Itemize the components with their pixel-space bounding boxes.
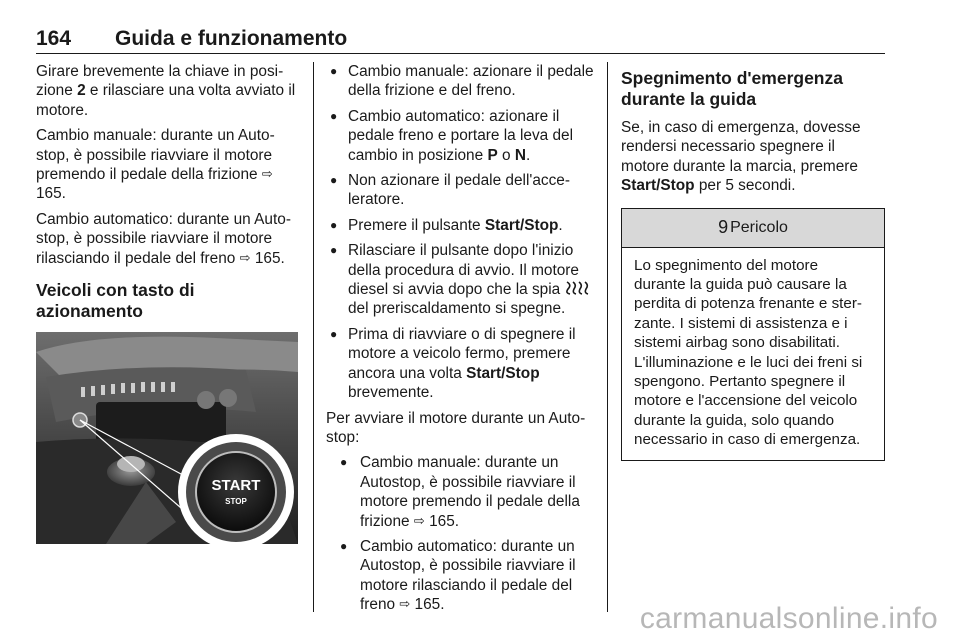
danger-title: Pericolo	[730, 218, 788, 236]
list-item: ● Rilasciare il pulsante dopo l'inizio della procedura di avvio. Il motore diesel si avvia dopo che la spia del preriscaldamento si spegne.	[326, 241, 594, 319]
paragraph: L'illuminazione e le luci dei freni si spengono. Pertanto spegnere il motore e l'accensione del veicolo durante la guida, solo quando necessario in caso di emergenza.	[634, 353, 863, 449]
column-divider	[607, 62, 608, 612]
list-item: ● Prima di riavviare o di spegnere il motore a veicolo fermo, premere ancora una volta Start/Stop brevemente.	[326, 325, 594, 403]
warning-triangle-icon: 9	[718, 216, 729, 237]
danger-box	[621, 208, 885, 461]
page-ref-link[interactable]: 165.	[36, 185, 66, 203]
section-heading: Spegnimento d'emergenza durante la guida	[621, 68, 843, 109]
page-ref-link[interactable]: 165.	[429, 512, 460, 530]
paragraph: Se, in caso di emergenza, dovesse rendersi necessario spegnere il motore durante la marcia, premere Start/Stop per 5 secondi.	[621, 119, 861, 195]
watermark: carmanualsonline.info	[639, 602, 938, 635]
page-header	[36, 27, 885, 54]
stop-label: STOP	[225, 497, 247, 507]
list-item: ● Premere il pulsante Start/Stop.	[326, 216, 594, 235]
paragraph: Per avviare il motore durante un Auto-stop:	[326, 409, 586, 446]
steps-list	[326, 62, 594, 403]
paragraph: Girare brevemente la chiave in posi-zione 2 e rilasciare una volta avviato il motore.	[36, 63, 296, 119]
autostop-list	[326, 453, 594, 614]
list-item: ● Cambio automatico: azionare il pedale freno e portare la leva del cambio in posizione P o N.	[326, 107, 594, 165]
danger-header	[622, 209, 884, 248]
list-item: ● Non azionare il pedale dell'acce-leratore.	[326, 171, 594, 210]
column-right	[621, 62, 885, 461]
section-heading: Veicoli con tasto di azionamento	[36, 280, 195, 322]
column-left	[36, 62, 298, 544]
page-ref-link[interactable]: 165.	[414, 596, 445, 614]
dashboard-illustration	[36, 332, 298, 544]
column-divider	[313, 62, 314, 612]
danger-body	[622, 248, 884, 460]
page-ref-icon[interactable]: ⇨	[261, 166, 273, 182]
chapter-title: Guida e funzionamento	[115, 27, 348, 50]
page-ref-icon[interactable]: ⇨	[413, 512, 425, 528]
paragraph: Cambio automatico: durante un Auto-stop, è possibile riavviare il motore rilasciando il pedale del freno ⇨ 165.	[36, 210, 291, 267]
start-stop-button-photo	[36, 332, 298, 544]
list-item: ● Cambio automatico: durante un Autostop, è possibile riavviare il motore rilasciando il pedale del freno ⇨ 165.	[326, 537, 594, 615]
list-item: ● Cambio manuale: durante un Autostop, è possibile riavviare il motore premendo il pedale della frizione ⇨ 165.	[326, 453, 594, 531]
preheat-indicator-icon	[564, 281, 590, 298]
column-middle	[326, 62, 594, 621]
paragraph: Cambio manuale: durante un Auto-stop, è possibile riavviare il motore premendo il pedale della frizione ⇨ 165.	[36, 127, 275, 203]
paragraph: Lo spegnimento del motore durante la guida può causare la perdita di potenza frenante e ster-zante. I sistemi di assistenza e i sistemi airbag sono disabilitati.	[634, 256, 862, 352]
page-ref-icon[interactable]: ⇨	[399, 596, 411, 612]
page-number: 164	[36, 27, 72, 50]
start-label: START	[211, 477, 261, 495]
page-ref-link[interactable]: 165.	[254, 249, 285, 267]
list-item: ● Cambio manuale: azionare il pedale della frizione e del freno.	[326, 62, 594, 101]
page-ref-icon[interactable]: ⇨	[239, 249, 251, 265]
